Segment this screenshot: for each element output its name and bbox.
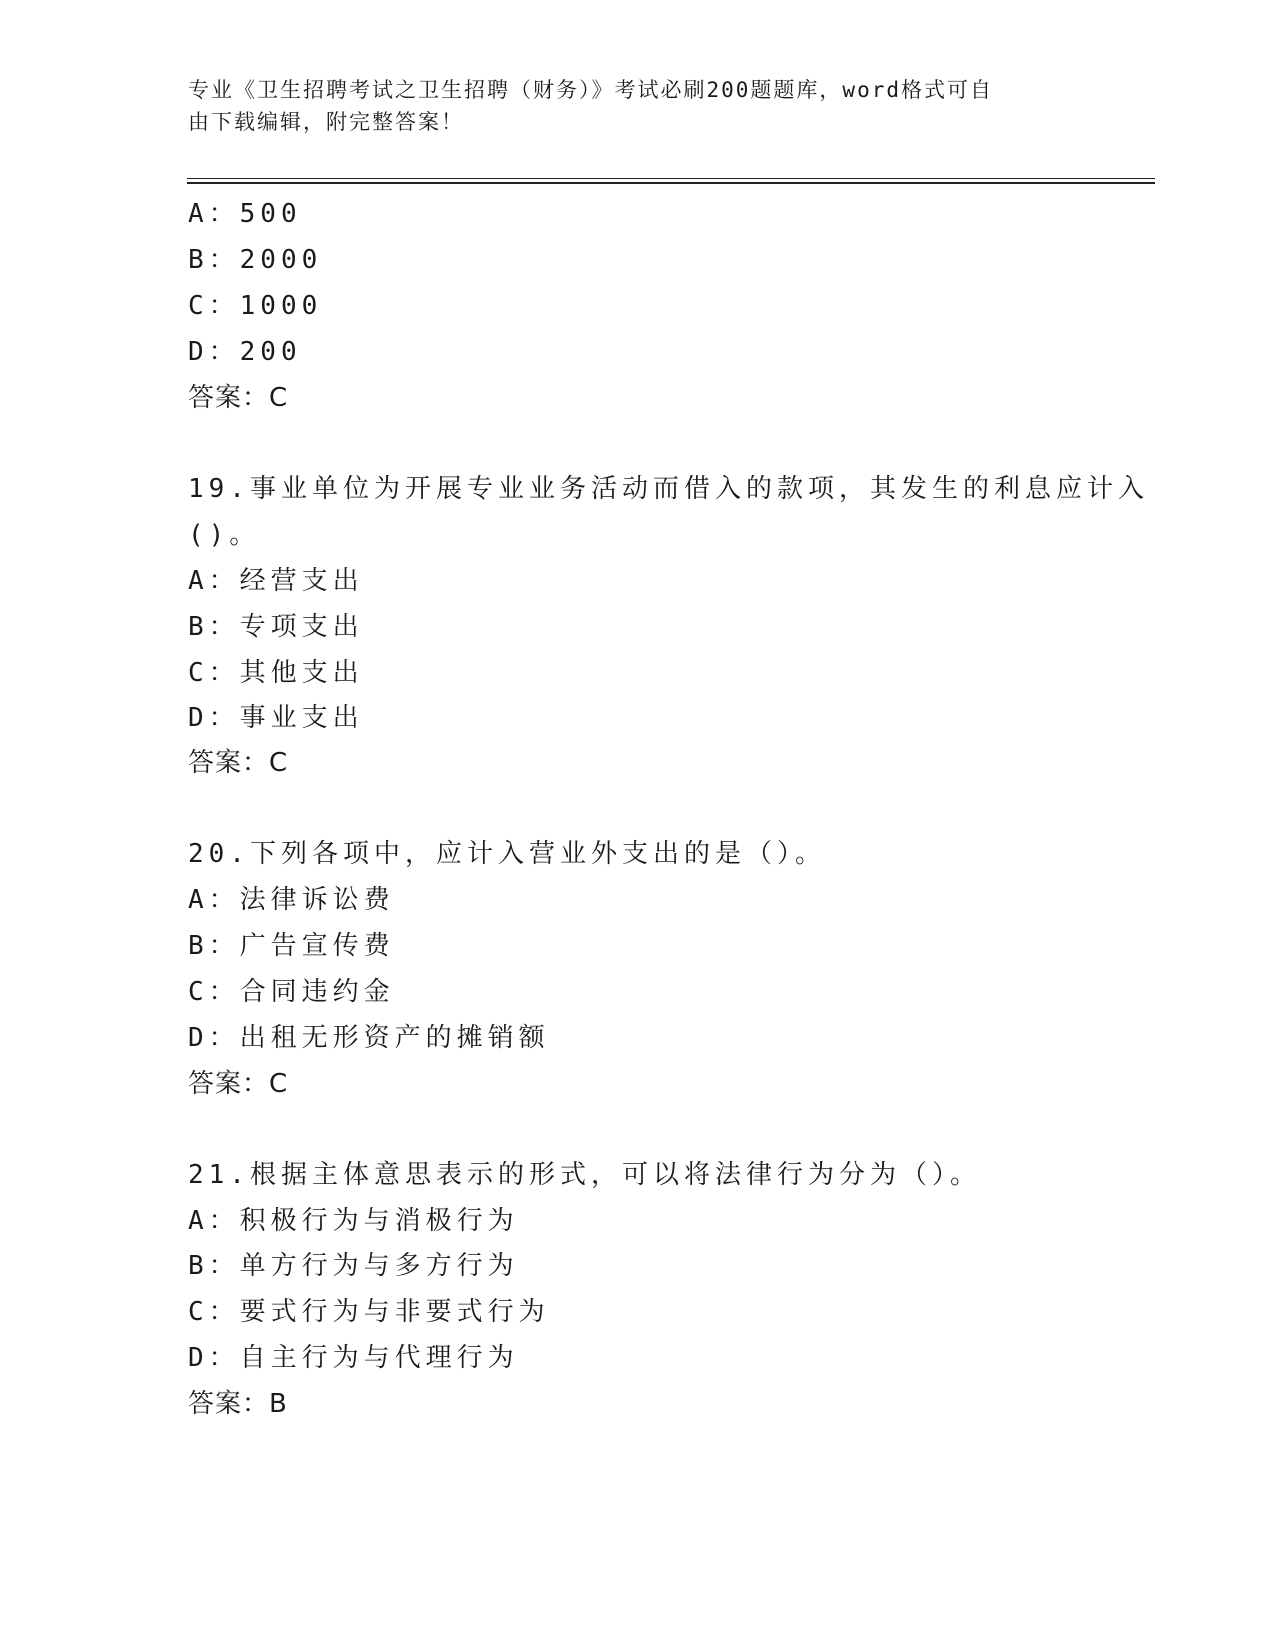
q19-option-a: A：经营支出 [188,566,364,596]
q18-option-a: A：500 [188,199,302,229]
q18-answer: 答案：C [188,383,289,413]
q20-option-c: C：合同违约金 [188,977,395,1007]
q20-option-b: B：广告宣传费 [188,931,395,961]
q21-option-b: B：单方行为与多方行为 [188,1251,519,1281]
q21-option-c: C：要式行为与非要式行为 [188,1297,550,1327]
q18-option-b: B：2000 [188,245,323,275]
q19-option-c: C：其他支出 [188,658,364,688]
header-line-2: 由下载编辑，附完整答案！ [188,110,464,134]
q19-option-d: D：事业支出 [188,703,364,733]
document-header [188,74,1088,138]
q18-option-d: D：200 [188,337,302,367]
header-divider-thin [187,178,1155,179]
header-line-1: 专业《卫生招聘考试之卫生招聘（财务）》考试必刷200题题库，word格式可自 [188,78,993,102]
q20-answer: 答案：C [188,1069,289,1099]
q21-option-d: D：自主行为与代理行为 [188,1343,519,1373]
q20-stem: 20.下列各项中，应计入营业外支出的是（）。 [188,839,826,869]
q18-option-c: C：1000 [188,291,323,321]
q19-option-b: B：专项支出 [188,612,364,642]
q21-stem: 21.根据主体意思表示的形式，可以将法律行为分为（）。 [188,1160,981,1190]
q19-stem-line-2: ()。 [188,520,261,550]
q21-answer: 答案：B [188,1389,288,1419]
q19-stem-line-1: 19.事业单位为开展专业业务活动而借入的款项，其发生的利息应计入 [188,474,1149,504]
header-divider-thick [187,182,1155,184]
q19-answer: 答案：C [188,748,289,778]
q20-option-d: D：出租无形资产的摊销额 [188,1023,550,1053]
q21-option-a: A：积极行为与消极行为 [188,1206,519,1236]
q20-option-a: A：法律诉讼费 [188,885,395,915]
